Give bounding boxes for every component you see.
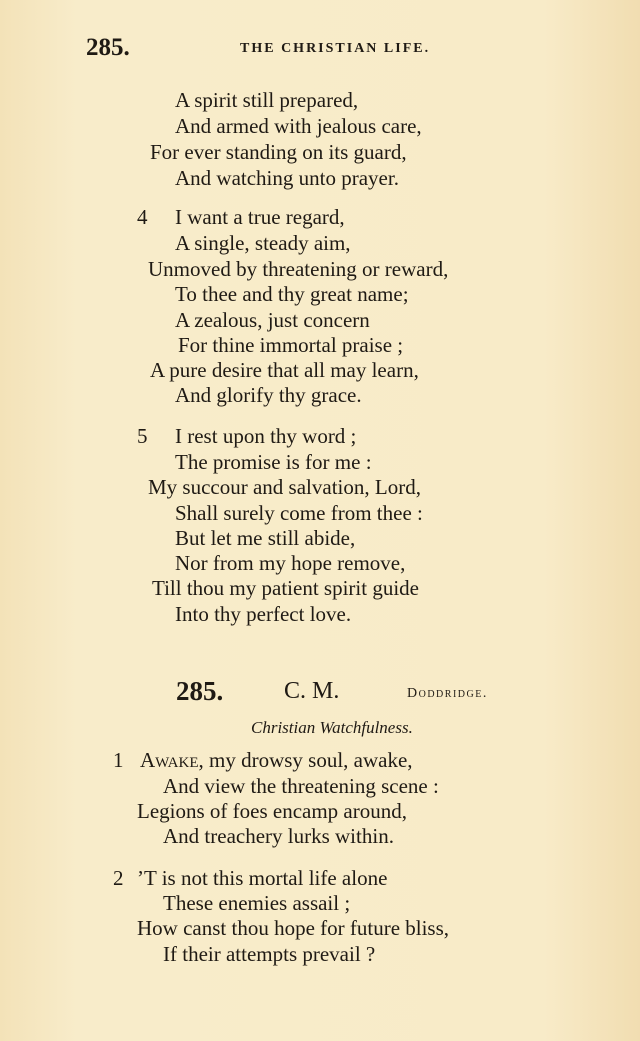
verse-line: Into thy perfect love. [175, 602, 352, 626]
hymn-meter: C. M. [284, 678, 340, 704]
verse-line: A pure desire that all may learn, [150, 358, 419, 382]
verse-line: And watching unto prayer. [175, 166, 399, 190]
verse-line: Till thou my patient spirit guide [152, 576, 419, 600]
verse-number: 5 [137, 424, 148, 448]
verse-line: If their attempts prevail ? [163, 942, 376, 966]
verse-line: The promise is for me : [175, 450, 372, 474]
verse-line: And armed with jealous care, [175, 114, 422, 138]
verse-line: To thee and thy great name; [175, 282, 409, 306]
verse-number: 4 [137, 205, 148, 229]
verse-line: And glorify thy grace. [175, 383, 362, 407]
page-number: 285. [86, 34, 130, 61]
verse-number: 2 [113, 866, 124, 890]
verse-line: A single, steady aim, [175, 231, 351, 255]
verse-line: Unmoved by threatening or reward, [148, 257, 449, 281]
verse-line: A zealous, just concern [175, 308, 370, 332]
verse-line: But let me still abide, [175, 526, 356, 550]
hymn-number: 285. [176, 676, 224, 706]
hymn-subtitle: Christian Watchfulness. [251, 718, 413, 737]
verse-line: I want a true regard, [175, 205, 345, 229]
verse-line: For thine immortal praise ; [178, 333, 404, 357]
verse-line [140, 748, 413, 773]
verse-line: For ever standing on its guard, [150, 140, 407, 164]
verse-line: These enemies assail ; [163, 891, 351, 915]
verse-line: Legions of foes encamp around, [137, 799, 407, 823]
verse-first-word: Awake [140, 748, 199, 772]
verse-line: Nor from my hope remove, [175, 551, 406, 575]
verse-line: And treachery lurks within. [163, 824, 394, 848]
verse-line: Shall surely come from thee : [175, 501, 423, 525]
verse-line: I rest upon thy word ; [175, 424, 357, 448]
verse-line: How canst thou hope for future bliss, [137, 916, 450, 940]
verse-line: My succour and salvation, Lord, [148, 475, 421, 499]
running-title: THE CHRISTIAN LIFE. [240, 41, 431, 56]
verse-line: A spirit still prepared, [175, 88, 359, 112]
verse-number: 1 [113, 748, 124, 772]
verse-line: ’T is not this mortal life alone [137, 866, 388, 890]
hymn-author: Doddridge. [407, 686, 488, 701]
verse-line-rest: , my drowsy soul, awake, [198, 748, 413, 772]
verse-line: And view the threatening scene : [163, 774, 439, 798]
